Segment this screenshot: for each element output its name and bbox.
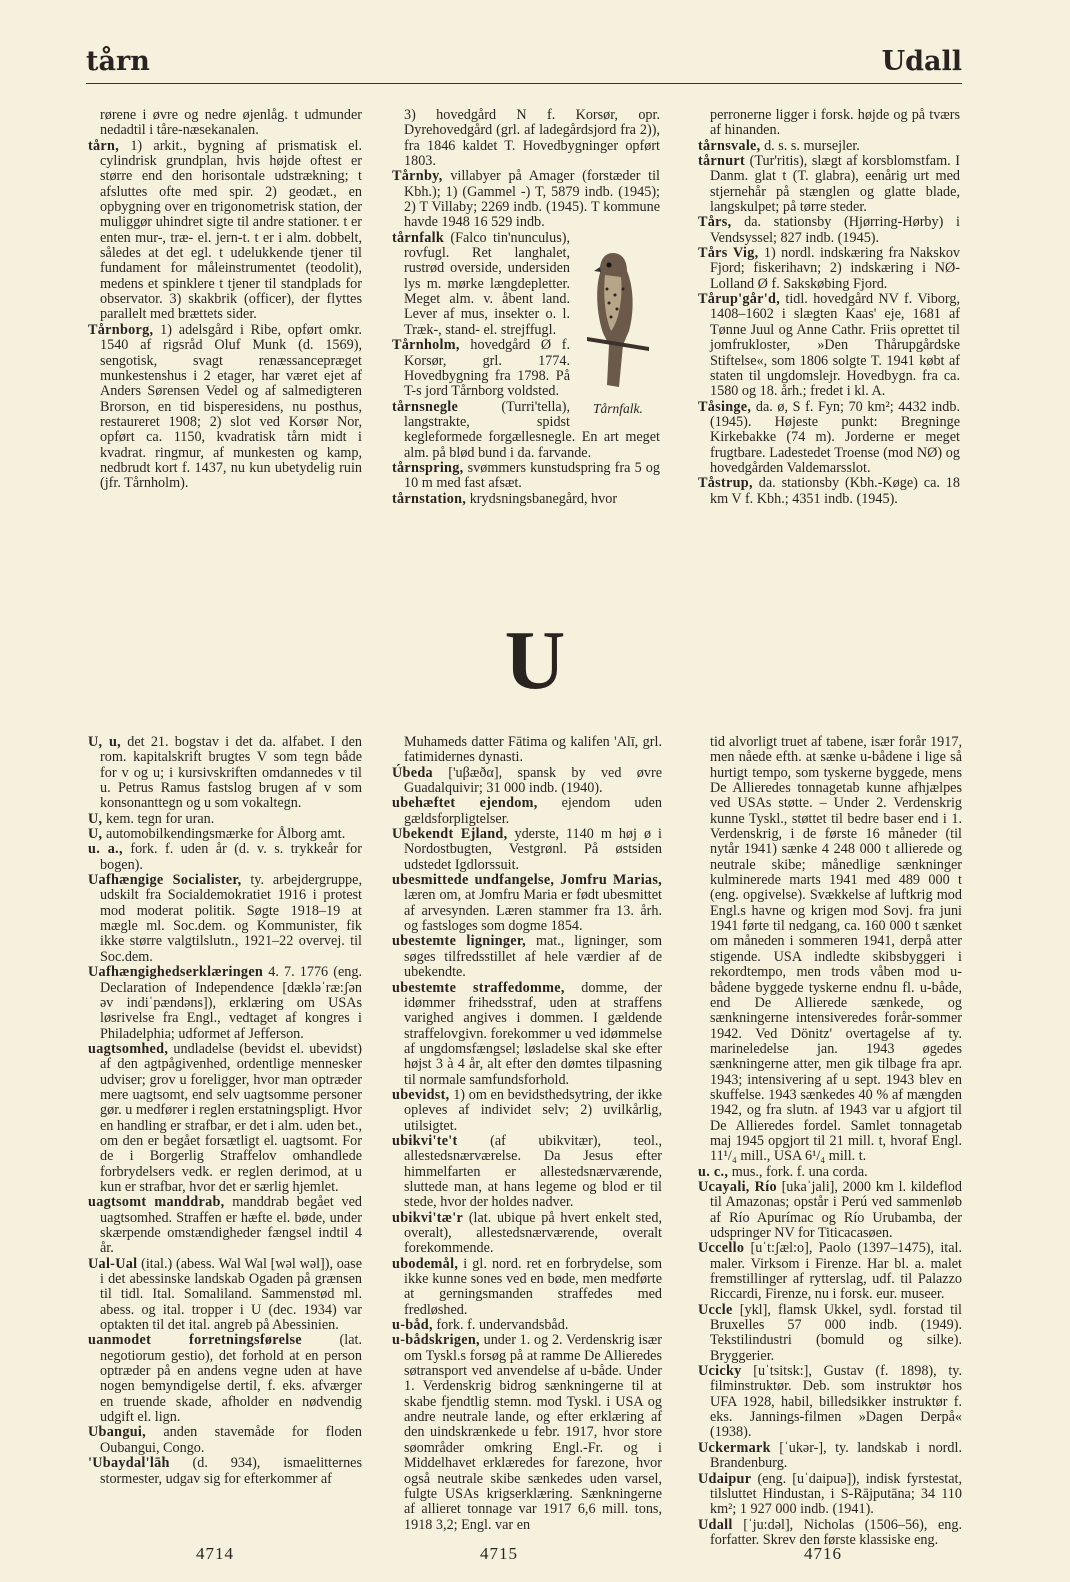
bottom-column-3: [698, 735, 962, 1548]
entry-text: (lat. ubique på hvert enkelt sted, overalt), allestedsnærværende, overalt forekommende.: [404, 1209, 662, 1257]
dictionary-entry: [698, 1241, 962, 1302]
dictionary-entry: [698, 1303, 962, 1364]
dictionary-entry: [88, 139, 362, 323]
entry-headword: tårn,: [88, 137, 120, 154]
entry-headword: u-bådskrigen,: [392, 1332, 480, 1349]
entry-continuation: [392, 735, 662, 766]
entry-headword: tårnsnegle: [392, 398, 459, 415]
dictionary-entry: [698, 1441, 962, 1472]
dictionary-entry: [698, 215, 960, 246]
entry-text: d. s. s. mursejler.: [764, 137, 860, 154]
dictionary-entry: [698, 476, 960, 507]
entry-headword: Uafhængige Socialister,: [88, 872, 242, 889]
entry-continuation: [698, 735, 962, 1165]
entry-text: hovedgård Ø f. Korsør, grl. 1774. Hovedbygning fra 1798. På T-s jord Tårnborg voldsted.: [404, 337, 571, 400]
dictionary-entry: [698, 400, 960, 477]
dictionary-entry: [698, 1180, 962, 1241]
bottom-column-2: [392, 735, 662, 1533]
page-number: 4716: [804, 1544, 842, 1563]
entry-headword: tårnstation,: [392, 490, 467, 507]
entry-continuation: [88, 108, 362, 139]
dictionary-entry: [392, 492, 660, 507]
entry-text: da. stationsby (Kbh.-Køge) ca. 18 km V f. Kbh.; 4351 indb. (1945).: [710, 475, 960, 507]
entry-headword: Uccle: [698, 1301, 733, 1318]
entry-headword: Tårs,: [698, 214, 732, 231]
top-column-2: [392, 108, 660, 507]
entry-text: ejendom uden gældsforpligtelser.: [404, 795, 662, 827]
entry-text: svømmers kunstudspring fra 5 og 10 m med fast afsæt.: [404, 459, 660, 492]
dictionary-entry: [698, 292, 960, 399]
entry-headword: uagtsomt manddrab,: [88, 1194, 225, 1211]
entry-text: [ykl], flamsk Ukkel, sydl. forstad til Bruxelles 57 000 indb. (1949). Tekstilindustri (bomuld og silke). Bryggerier.: [710, 1301, 962, 1364]
entry-text: mat., ligninger, som søges tilfredsstillet af hele værdier af de ubekendte.: [404, 933, 662, 981]
entry-headword: ubehæftet ejendom,: [392, 795, 538, 812]
entry-text: mus., fork. f. una corda.: [731, 1163, 868, 1180]
entry-continuation: [392, 108, 660, 169]
entry-headword: Tårup'går'd,: [698, 291, 781, 308]
dictionary-entry: [698, 1364, 962, 1441]
entry-headword: ubestemte ligninger,: [392, 933, 527, 950]
entry-headword: 'Ubaydal'lāh: [88, 1455, 170, 1472]
entry-headword: u. c.,: [698, 1163, 729, 1180]
entry-headword: Uckermark: [698, 1439, 771, 1456]
entry-headword: U,: [88, 826, 103, 843]
entry-text: undladelse (bevidst el. ubevidst) af den agtpågivenhed, ordentlige mennesker udviser; grov u foreligger, hvor man optræder mere uagtsomt, end selv uagtsomme personer gør. u medfører i reglen erstatningspligt. Hvor en handling er strafbar, er det i alm. uden bet., om den er begået forsætligt el. uagtsomt. For de i Borgerlig Straffelov omhandlede forbrydelsers vedk. er reglen derimod, at u kun er strafbar, hvor det er særlig hjemlet.: [100, 1040, 363, 1195]
entry-headword: Uafhængighedserklæringen: [88, 964, 264, 981]
running-header-last-word: Udall: [881, 46, 962, 77]
entry-text: [uˈt:ʃæl:o], Paolo (1397–1475), ital. maler. Virksom i Firenze. Har bl. a. malet fremstillinger af rytterslag, udf. til Palazzo Riccardi, Firenze, nu i forsk. eur. museer.: [710, 1240, 962, 1303]
entry-headword: Ucicky: [698, 1363, 742, 1380]
entry-text: [ˈju:dəl], Nicholas (1506–56), eng. forfatter. Skrev den første klassiske eng.: [710, 1516, 962, 1548]
entry-text: [uˈtsitsk:], Gustav (f. 1898), ty. filminstruktør. Deb. som instruktør hos UFA 1928, habil, billedsikker instruktør f. eks. Jannings-filmen »Dagen Derpå« (1938).: [710, 1363, 962, 1441]
entry-headword: Ubangui,: [88, 1424, 146, 1441]
entry-text: krydsningsbanegård, hvor: [469, 490, 618, 507]
entry-headword: ubesmittede undfangelse, Jomfru Marias,: [392, 872, 662, 889]
dictionary-entry: [88, 735, 362, 812]
entry-text: kem. tegn for uran.: [105, 810, 215, 827]
entry-headword: Uccello: [698, 1240, 745, 1257]
dictionary-entry: [698, 154, 960, 215]
entry-text: tid alvorligt truet af tabene, især forår 1917, men nåede efth. at sænke u-bådene i lige så hurtigt tempo, som tyskerne byggede, mens De Allieredes tonnagetab kunne afhjælpes ved USAs støtte. – Under 2. Verdenskrig kunne Tyskl., støttet til bedre baser end i 1. Verdenskrig, i de første 16 måneder (til nytår 1941) sænke 4 248 000 t allierede og neutrale skibe; månedlige sænkninger kulminerede marts 1941 med 489 000 t (eng. opgivelse). Svækkelse af luftkrig mod Engl.s havne og krigen mod Sovj. fra juni 1941 førte til nedgang, ca. 160 000 t sænket om måneden i sommeren 1941, derpå atter stigende. USA indledte skibsbyggeri i rekordtempo, men trods våben mod u-bådene byggede tyskerne endnu fl. u-både, end De Allierede sænkede, og sænkningerne intensiveredes forår-sommer 1942. Ved Dönitz' overtagelse af ty. marineledelse jan. 1943 øgedes sænkningerne atter, men gik tilbage fra apr. 1943; intensivering af u sept. 1943 blev en skuffelse. 1943 sænkedes 40 % af mængden 1942, og fra slutn. af 1943 var u afgjort til De Allieredes fordel. Samlet tonnagetab maj 1945 opgjort til 21 mill. t, hvoraf Engl. 11¹/₄ mill., USA 6¹/₄ mill. t.: [710, 734, 962, 1165]
entry-text: (af ubikvitær), teol., allestedsnærværelse. Da Jesus efter himmelfarten er allestedsnærværende, sluttede man, at hans legeme og blod er til stede, hvor der holdes nadver.: [404, 1132, 662, 1211]
dictionary-entry: [392, 461, 660, 492]
entry-text: perronerne ligger i forsk. højde og på tværs af hinanden.: [710, 107, 960, 139]
entry-headword: u. a.,: [88, 841, 123, 858]
entry-headword: Tårnby,: [392, 168, 443, 185]
top-column-1: [88, 108, 362, 492]
entry-text: ['uβæðα], spansk by ved øvre Guadalquivir; 31 000 indb. (1940).: [404, 764, 662, 797]
entry-headword: ubodemål,: [392, 1255, 459, 1272]
dictionary-entry: [392, 1211, 662, 1257]
dictionary-entry: [88, 1425, 362, 1456]
page-number: 4714: [196, 1544, 234, 1563]
entry-text: manddrab begået ved uagtsomhed. Straffen er hæfte el. bøde, under skærpende omstændigheder fængsel indtil 4 år.: [100, 1194, 363, 1257]
entry-text: fork. f. undervandsbåd.: [436, 1317, 569, 1334]
entry-headword: Ual-Ual: [88, 1255, 138, 1272]
dictionary-entry: [698, 1165, 962, 1180]
entry-text: 1) om en bevidsthedsytring, der ikke opleves af individet selv; 2) uvilkårlig, utilsigtet.: [404, 1086, 662, 1134]
entry-headword: Tåsinge,: [698, 398, 752, 415]
entry-text: (Tur'ritis), slægt af korsblomstfam. I Danm. glat t (T. glabra), eenårig urt med stjernehår på stænglen og glatte blade, langskulpet; på tørre steder.: [710, 153, 961, 216]
entry-headword: tårnsvale,: [698, 137, 761, 154]
entry-text: domme, der idømmer frihedsstraf, uden at straffens varighed angives i dommen. I gældende straffelovgivn. forekommer u ved idømmelse af ungdomsfængsel; løsladelse skal ske efter højst 3 à 4 år, alt efter den dømtes tilpasning til normale samfundsforhold.: [404, 979, 663, 1088]
entry-headword: Udall: [698, 1516, 733, 1533]
entry-text: da. stationsby (Hjørring-Hørby) i Vendsyssel; 827 indb. (1945).: [710, 214, 960, 246]
entry-headword: Tåstrup,: [698, 475, 753, 492]
dictionary-entry: [88, 842, 362, 873]
entry-headword: ubevidst,: [392, 1086, 450, 1103]
section-letter: U: [504, 614, 566, 707]
entry-headword: Tårnborg,: [88, 321, 154, 338]
entry-headword: ubikvi'tæ'r: [392, 1209, 464, 1226]
entry-headword: Tårnholm,: [392, 337, 460, 354]
entry-text: læren om, at Jomfru Maria er født ubesmittet af arvesynden. Læren stammer fra 13. årh. og fastsloges som dogme 1854.: [404, 887, 662, 935]
dictionary-entry: [88, 812, 362, 827]
entry-headword: tårnurt: [698, 153, 746, 170]
dictionary-entry: [88, 323, 362, 492]
entry-text: yderste, 1140 m høj ø i Nordostbugten, Vestgrønl. På østsiden udstedet Igdlorssuit.: [404, 826, 662, 873]
dictionary-entry: [392, 766, 662, 797]
dictionary-entry: [392, 934, 662, 980]
dictionary-entry: [88, 1333, 362, 1425]
entry-headword: u-båd,: [392, 1317, 433, 1334]
entry-headword: Tårs Vig,: [698, 245, 759, 262]
dictionary-entry: [88, 873, 362, 965]
dictionary-entry: [392, 1318, 662, 1333]
kestrel-illustration: [576, 245, 660, 417]
entry-headword: Úbeda: [392, 764, 433, 781]
dictionary-entry: [392, 1333, 662, 1532]
dictionary-entry: [698, 246, 960, 292]
dictionary-entry: [392, 1257, 662, 1318]
dictionary-entry: [392, 827, 662, 873]
dictionary-entry: [392, 169, 660, 230]
entry-text: 1) nordl. indskæring fra Nakskov Fjord; fiskerihavn; 2) indskæring i NØ-Lolland Ø f. Sakskøbing Fjord.: [710, 245, 961, 292]
entry-continuation: [698, 108, 960, 139]
entry-text: fork. f. uden år (d. v. s. trykkeår for bogen).: [100, 841, 362, 873]
entry-headword: ubestemte straffedomme,: [392, 979, 565, 996]
entry-text: da. ø, S f. Fyn; 70 km²; 4432 indb. (1945). Højeste punkt: Bregninge Kirkebakke (74 m). Jorderne er meget frugtbare. Ladestedet Troense (mod NØ) og hovedgården Valdemarsslot.: [710, 398, 960, 476]
entry-headword: tårnspring,: [392, 459, 464, 476]
entry-text: (lat. negotiorum gestio), det forhold at en person optræder på en andens vegne uden at have nogen bemyndigelse dertil, f. eks. afværger en truende skade, afholder en nødvendig udgift el. lign.: [100, 1332, 362, 1426]
dictionary-entry: [88, 1456, 362, 1487]
header-rule: [86, 83, 962, 84]
entry-text: anden stavemåde for floden Oubangui, Congo.: [100, 1424, 363, 1456]
entry-text: (Turri'tella), langstrakte, spidst kegleformede forgællesnegle. En art meget alm. på blød bund i da. farvande.: [404, 398, 660, 461]
dictionary-entry: [392, 1134, 662, 1211]
top-column-3: [698, 108, 960, 507]
entry-text: tidl. hovedgård NV f. Viborg, 1408–1602 i slægten Kaas' eje, 1681 af Tønne Juul og Anne Cathr. Friis oprettet til jomfrukloster, »Den Thårupgårdske Stiftelse«, som 1806 solgte T. 1941 købt af staten til ungdomslejr. Hovedbygn. fra ca. 1580 og 18. årh.; fredet i kl. A.: [710, 291, 960, 400]
entry-text: [ˈukər-], ty. landskab i nordl. Brandenburg.: [710, 1439, 962, 1472]
entry-text: (ital.) (abess. Wal Wal [wəl wəl]), oase i det abessinske landskab Ogaden på grænsen til tidl. Ital. Somaliland. Sammenstød ml. abess. og ital. tropper i U (dec. 1934) var optakten til det ital. angreb på Abessinien.: [100, 1255, 362, 1334]
entry-headword: tårnfalk: [392, 229, 445, 246]
entry-text: (eng. [uˈdaipuə]), indisk fyrstestat, tilsluttet Hindustan, i S-Rājputāna; 34 110 km²; 1 927 000 indb. (1941).: [710, 1470, 962, 1518]
entry-headword: Ucayali, Río: [698, 1178, 777, 1195]
dictionary-entry: [392, 873, 662, 934]
dictionary-entry: [392, 796, 662, 827]
dictionary-entry: [698, 1472, 962, 1518]
entry-text: (Falco tin'nunculus), rovfugl. Ret langhalet, rustrød overside, undersiden lys m. mørke længdepletter. Meget alm. v. åbent land. Lever af mus, insekter o. l. Træk-, stand- el. strejffugl.: [404, 229, 570, 338]
dictionary-entry: [88, 827, 362, 842]
entry-text: villabyer på Amager (forstæder til Kbh.); 1) (Gammel -) T, 5879 indb. (1945); 2) T Villaby; 2269 indb. (1945). T kommune havde 1948 16 529 indb.: [404, 168, 660, 231]
entry-headword: Ubekendt Ejland,: [392, 826, 508, 843]
bottom-column-1: [88, 735, 362, 1487]
entry-text: 3) hovedgård N f. Korsør, opr. Dyrehovedgård (grl. af ladegårdsjord fra 2)), fra 1846 kaldet T. Hovedbygninger opført 1803.: [404, 107, 660, 170]
entry-text: 4. 7. 1776 (eng. Declaration of Independence [dækləˈræ:ʃən əv indiˈpændəns]), erklæring om USAs løsrivelse fra Engl., vedtaget af kongres i Philadelphia; udformet af Jefferson.: [100, 964, 362, 1042]
entry-headword: U, u,: [88, 734, 121, 750]
entry-text: automobilkendingsmærke for Ålborg amt.: [105, 826, 346, 843]
dictionary-entry: [88, 1042, 362, 1195]
entry-text: Muhameds datter Fātima og kalifen 'Alī, grl. fatimidernes dynasti.: [404, 734, 662, 766]
entry-text: rørene i øvre og nedre øjenlåg. t udmunder nedadtil i tåre-næsekanalen.: [100, 107, 362, 139]
entry-headword: uanmodet forretningsførelse: [88, 1332, 302, 1349]
running-header-first-word: tårn: [86, 46, 150, 77]
entry-headword: ubikvi'te't: [392, 1132, 458, 1149]
dictionary-entry: [88, 1257, 362, 1334]
entry-text: det 21. bogstav i det da. alfabet. I den rom. kapitalskrift brugtes V som tegn både for v og u; i kursivskriften omdannedes v til u. Petrus Ramus fastslog brugen af v som konsonanttegn og u som vokaltegn.: [100, 734, 362, 812]
entry-text: under 1. og 2. Verdenskrig især om Tyskl.s forsøg på at ramme De Allieredes søtransport ved anvendelse af u-både. Under 1. Verdenskrig bidrog sænkningerne til at skabe fjendtlig stemn. mod Tyskl. i USA og andre neutrale lande, og efter erklæring af den uindskrænkede u febr. 1917, hvor store søområder omkring Engl.-Fr. og i Middelhavet erklæredes for farezone, hvor også neutrale skibe sænkedes uden varsel, fulgte USAs krigserklæring. Sænkningerne af allieret tonnage var 1917 6,6 mill. tons, 1918 3,2; Engl. var en: [404, 1332, 662, 1533]
entry-text: i gl. nord. ret en forbrydelse, som ikke kunne sones ved en bøde, men medførte at gerningsmanden straffedes med fredløshed.: [404, 1255, 663, 1318]
dictionary-entry: [88, 1195, 362, 1256]
entry-headword: uagtsomhed,: [88, 1040, 169, 1057]
entry-text: 1) arkit., bygning af prismatisk el. cylindrisk grundplan, hvis højde oftest er større end den horisontale udstrækning; t afsluttes ofte med spir. 2) geodæt., en opbygning over en trigonometrisk station, der muliggør uhindret sigte til andre stationer. t er enten mur-, træ- el. jern-t. t er i alm. dobbelt, således at det egl. t udelukkende tjener til fundament for måleinstrumentet (teodolit), medens et spinklere t tjener til standplads for observator. 3) skakbrik (officer), der flyttes parallelt med brættets sider.: [100, 137, 362, 323]
entry-headword: Udaipur: [698, 1470, 752, 1487]
page-number: 4715: [480, 1544, 518, 1563]
dictionary-entry: [88, 965, 362, 1042]
figure-caption: Tårnfalk.: [593, 401, 643, 417]
entry-text: 1) adelsgård i Ribe, opført omkr. 1540 af rigsråd Oluf Munk (d. 1569), sengotisk, svagt renæssancepræget munkestenshus i 2 etager, har været ejet af Anders Sørensen Vedel og af salmedigteren Brorson, en tid bisperesidens, nu posthus, restaureret 1908; 2) slot ved Korsør Nor, opført ca. 1150, kvadratisk tårn midt i kvadrat. ringmur, af munkesten og kamp, nedbrudt kort f. 1437, nu kun ubetydelig ruin (jfr. Tårnholm).: [100, 321, 362, 492]
dictionary-entry: [392, 981, 662, 1088]
entry-text: ty. arbejdergruppe, udskilt fra Socialdemokratiet 1916 i protest mod moderat politik. Søgte 1918–19 at mægle ml. Soc.dem. og Kommunister, fik ikke større valgtilslutn., 1921–22 overvej. til Soc.dem.: [100, 872, 362, 965]
dictionary-entry: [392, 1088, 662, 1134]
entry-headword: U,: [88, 810, 103, 827]
dictionary-entry: [698, 139, 960, 154]
entry-text: [ukaˈjali], 2000 km l. kildeflod til Amazonas; opstår i Perú ved sammenløb af Río Apurímac og Río Urubamba, der udspringer NV for Titicacasøen.: [710, 1178, 962, 1241]
entry-text: (d. 934), ismaelitternes stormester, udgav sig for efterkommer af: [100, 1455, 362, 1487]
kestrel-icon: [583, 245, 653, 395]
